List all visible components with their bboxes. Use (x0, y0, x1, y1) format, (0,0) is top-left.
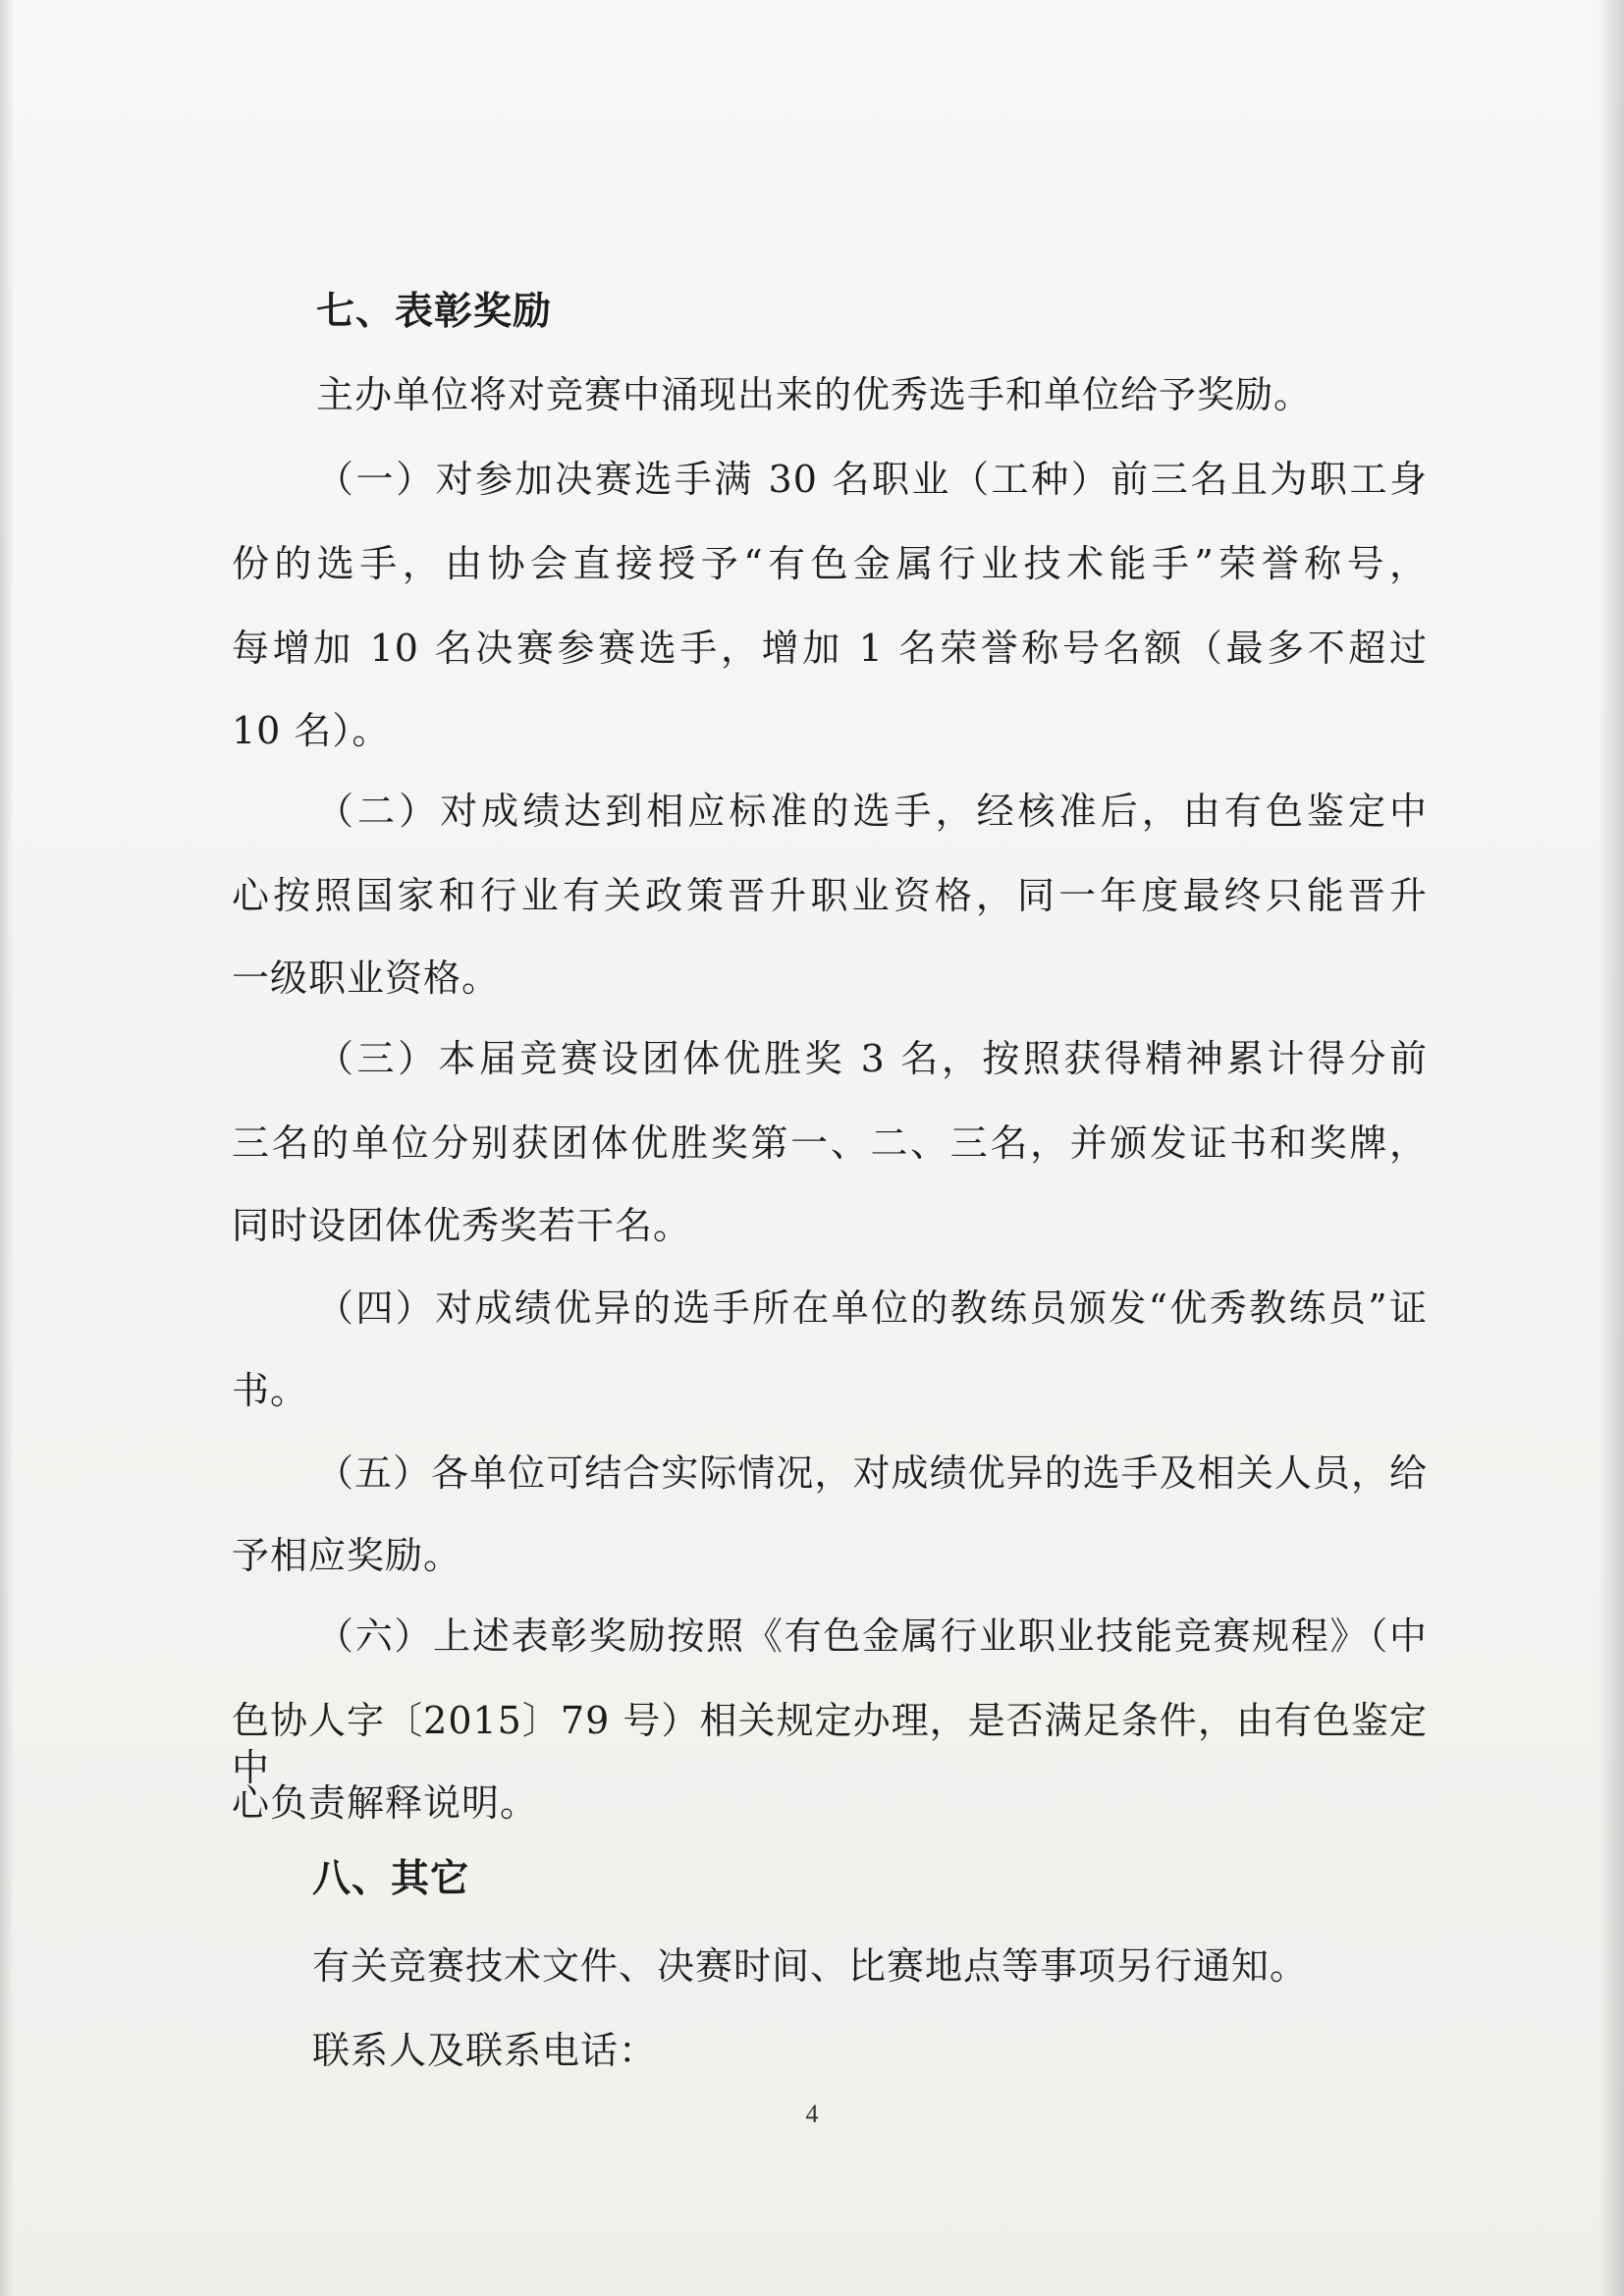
item1-line2: 份的选手，由协会直接授予“有色金属行业技术能手”荣誉称号， (232, 542, 1428, 585)
item5-line1: （五）各单位可结合实际情况，对成绩优异的选手及相关人员，给 (316, 1451, 1428, 1495)
item5-line2: 予相应奖励。 (232, 1534, 462, 1577)
page-number: 4 (805, 2100, 819, 2128)
item6-line3: 心负责解释说明。 (232, 1781, 539, 1825)
item3-line3: 同时设团体优秀奖若干名。 (232, 1204, 692, 1247)
item4-line2: 书。 (232, 1369, 309, 1412)
scan-edge-right (1598, 0, 1624, 2296)
awards-intro: 主办单位将对竞赛中涌现出来的优秀选手和单位给予奖励。 (316, 373, 1313, 416)
item1-line1: （一）对参加决赛选手满 30 名职业（工种）前三名且为职工身 (316, 458, 1428, 501)
item6-line2: 色协人字〔2015〕79 号）相关规定办理，是否满足条件，由有色鉴定中 (232, 1699, 1428, 1789)
item3-line2: 三名的单位分别获团体优胜奖第一、二、三名，并颁发证书和奖牌， (232, 1121, 1428, 1165)
item2-line2: 心按照国家和行业有关政策晋升职业资格，同一年度最终只能晋升 (232, 874, 1428, 917)
item4-line1: （四）对成绩优异的选手所在单位的教练员颁发“优秀教练员”证 (316, 1286, 1428, 1330)
item3-line1: （三）本届竞赛设团体优胜奖 3 名，按照获得精神累计得分前 (316, 1037, 1428, 1080)
item1-line3: 每增加 10 名决赛参赛选手，增加 1 名荣誉称号名额（最多不超过 (232, 627, 1428, 670)
item2-line3: 一级职业资格。 (232, 957, 501, 1000)
item2-line1: （二）对成绩达到相应标准的选手，经核准后，由有色鉴定中 (316, 790, 1428, 833)
section-heading-awards: 七、表彰奖励 (316, 290, 553, 334)
item1-line4: 10 名）。 (232, 709, 391, 752)
other-notice: 有关竞赛技术文件、决赛时间、比赛地点等事项另行通知。 (312, 1944, 1309, 1988)
contact-label: 联系人及联系电话： (312, 2029, 658, 2072)
item6-line1: （六）上述表彰奖励按照《有色金属行业职业技能竞赛规程》（中 (316, 1614, 1428, 1658)
scan-edge-left (0, 0, 14, 2296)
section-heading-other: 八、其它 (312, 1857, 470, 1901)
